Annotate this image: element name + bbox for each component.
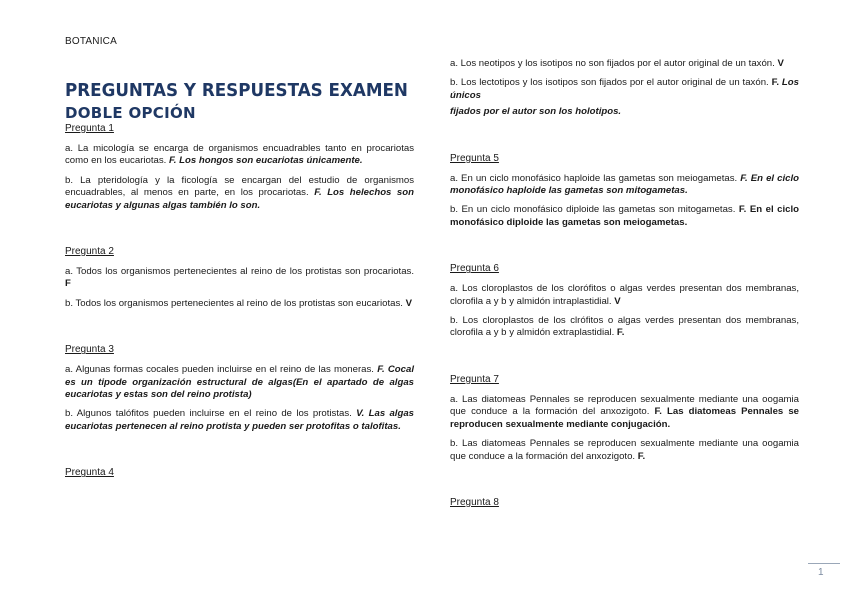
answer: F. [771,77,782,89]
question-1-option-a [65,143,414,168]
answer: F. [637,450,646,462]
option-text: a. Todos los organismos pertenecientes al reino de los protistas son procariotas. [65,266,414,278]
answer: F. Los hongos son eucariotas únicamente. [169,155,363,167]
document-header: BOTANICA [65,36,117,47]
option-text: a. La micología se encarga de organismos encuadrables tanto en procariotas como en los eucariotas. [65,143,414,167]
option-text: a. Los cloroplastos de los clorófitos o algas verdes presentan dos membranas, clorofila a y b y almidón intraplastidial. [450,283,799,307]
answer: F. Las diatomeas Pennales se reproducen sexualmente mediante conjugación. [450,406,799,430]
option-text: b. La pteridología y la ficología se encargan del estudio de organismos encuadrables, al menos en parte, en los procariotas. [65,174,414,199]
answer-continued: fijados por el autor son los holotipos. [450,106,622,118]
page-number-rule [808,563,840,564]
question-4-option-b-continued [450,106,799,118]
question-7-option-b [450,438,799,463]
option-text: b. En un ciclo monofásico diploide las gametas son mitogametas. [450,204,739,216]
question-5-heading: Pregunta 5 [450,152,499,164]
question-2-heading: Pregunta 2 [65,246,114,258]
question-7-heading: Pregunta 7 [450,373,499,385]
question-6-option-b [450,315,799,340]
question-8-heading: Pregunta 8 [450,496,499,508]
question-6-option-a [450,283,799,308]
question-5-option-a [450,173,799,198]
question-2-option-a [65,266,414,291]
option-text: a. Las diatomeas Pennales se reproducen sexualmente mediante una oogamia que conduce a la formación del anxozigoto. [450,393,799,418]
option-text: b. Los lectotipos y los isotipos son fijados por el autor original de un taxón. [450,77,772,89]
left-column [65,80,414,487]
answer: F. En el ciclo monofásico diploide las gametas son meiogametas. [450,204,799,228]
answer: V [405,297,412,309]
answer: V. Las algas eucariotas pertenecen al reino protista y pueden ser protofitas o talofitas. [65,408,415,432]
option-text: b. Los cloroplastos de los clrófitos o algas verdes presentan dos membranas, clorofila a y b y almidón extraplastidial. [450,315,799,339]
question-4-heading: Pregunta 4 [65,467,114,479]
option-text: a. Los neotipos y los isotipos no son fijados por el autor original de un taxón. [450,58,778,69]
question-5-option-b [450,204,799,229]
question-3-heading: Pregunta 3 [65,344,114,356]
right-column [450,58,799,517]
option-text: a. Algunas formas cocales pueden incluirse en el reino de las moneras. [65,364,378,376]
page-number: 1 [818,567,824,578]
question-1-option-b [65,175,414,212]
question-3-option-a [65,364,414,401]
option-text: b. Algunos talófitos pueden incluirse en el reino de los protistas. [65,408,357,420]
question-6-heading: Pregunta 6 [450,263,499,275]
question-2-option-b [65,298,414,310]
page-title: PREGUNTAS Y RESPUESTAS EXAMEN [65,80,408,101]
question-4-option-a [450,58,799,70]
answer: V [777,58,784,69]
answer: F. [616,327,625,339]
answer: F. En el ciclo monofásico haploide las gametas son mitogametas. [450,172,799,197]
answer: F [65,278,71,290]
answer: F. Cocal es un tipode organización estructural de algas(En el apartado de algas eucariotas y estas son del reino protista) [65,364,414,401]
option-text: b. Las diatomeas Pennales se reproducen sexualmente mediante una oogamia que conduce a la formación del anxozigoto. [450,438,799,462]
answer: V [614,295,621,307]
question-7-option-a [450,394,799,431]
question-4-option-b [450,77,799,102]
option-text: a. En un ciclo monofásico haploide las gametas son meiogametas. [450,172,741,184]
page-subtitle: DOBLE OPCIÓN [65,104,196,122]
question-1-heading: Pregunta 1 [65,123,114,134]
answer-italic: Los únicos [450,77,799,101]
question-3-option-b [65,408,414,433]
answer: F. Los helechos son eucariotas y algunas algas también lo son. [65,187,414,211]
option-text: b. Todos los organismos pertenecientes al reino de los protistas son eucariotas. [65,297,406,309]
